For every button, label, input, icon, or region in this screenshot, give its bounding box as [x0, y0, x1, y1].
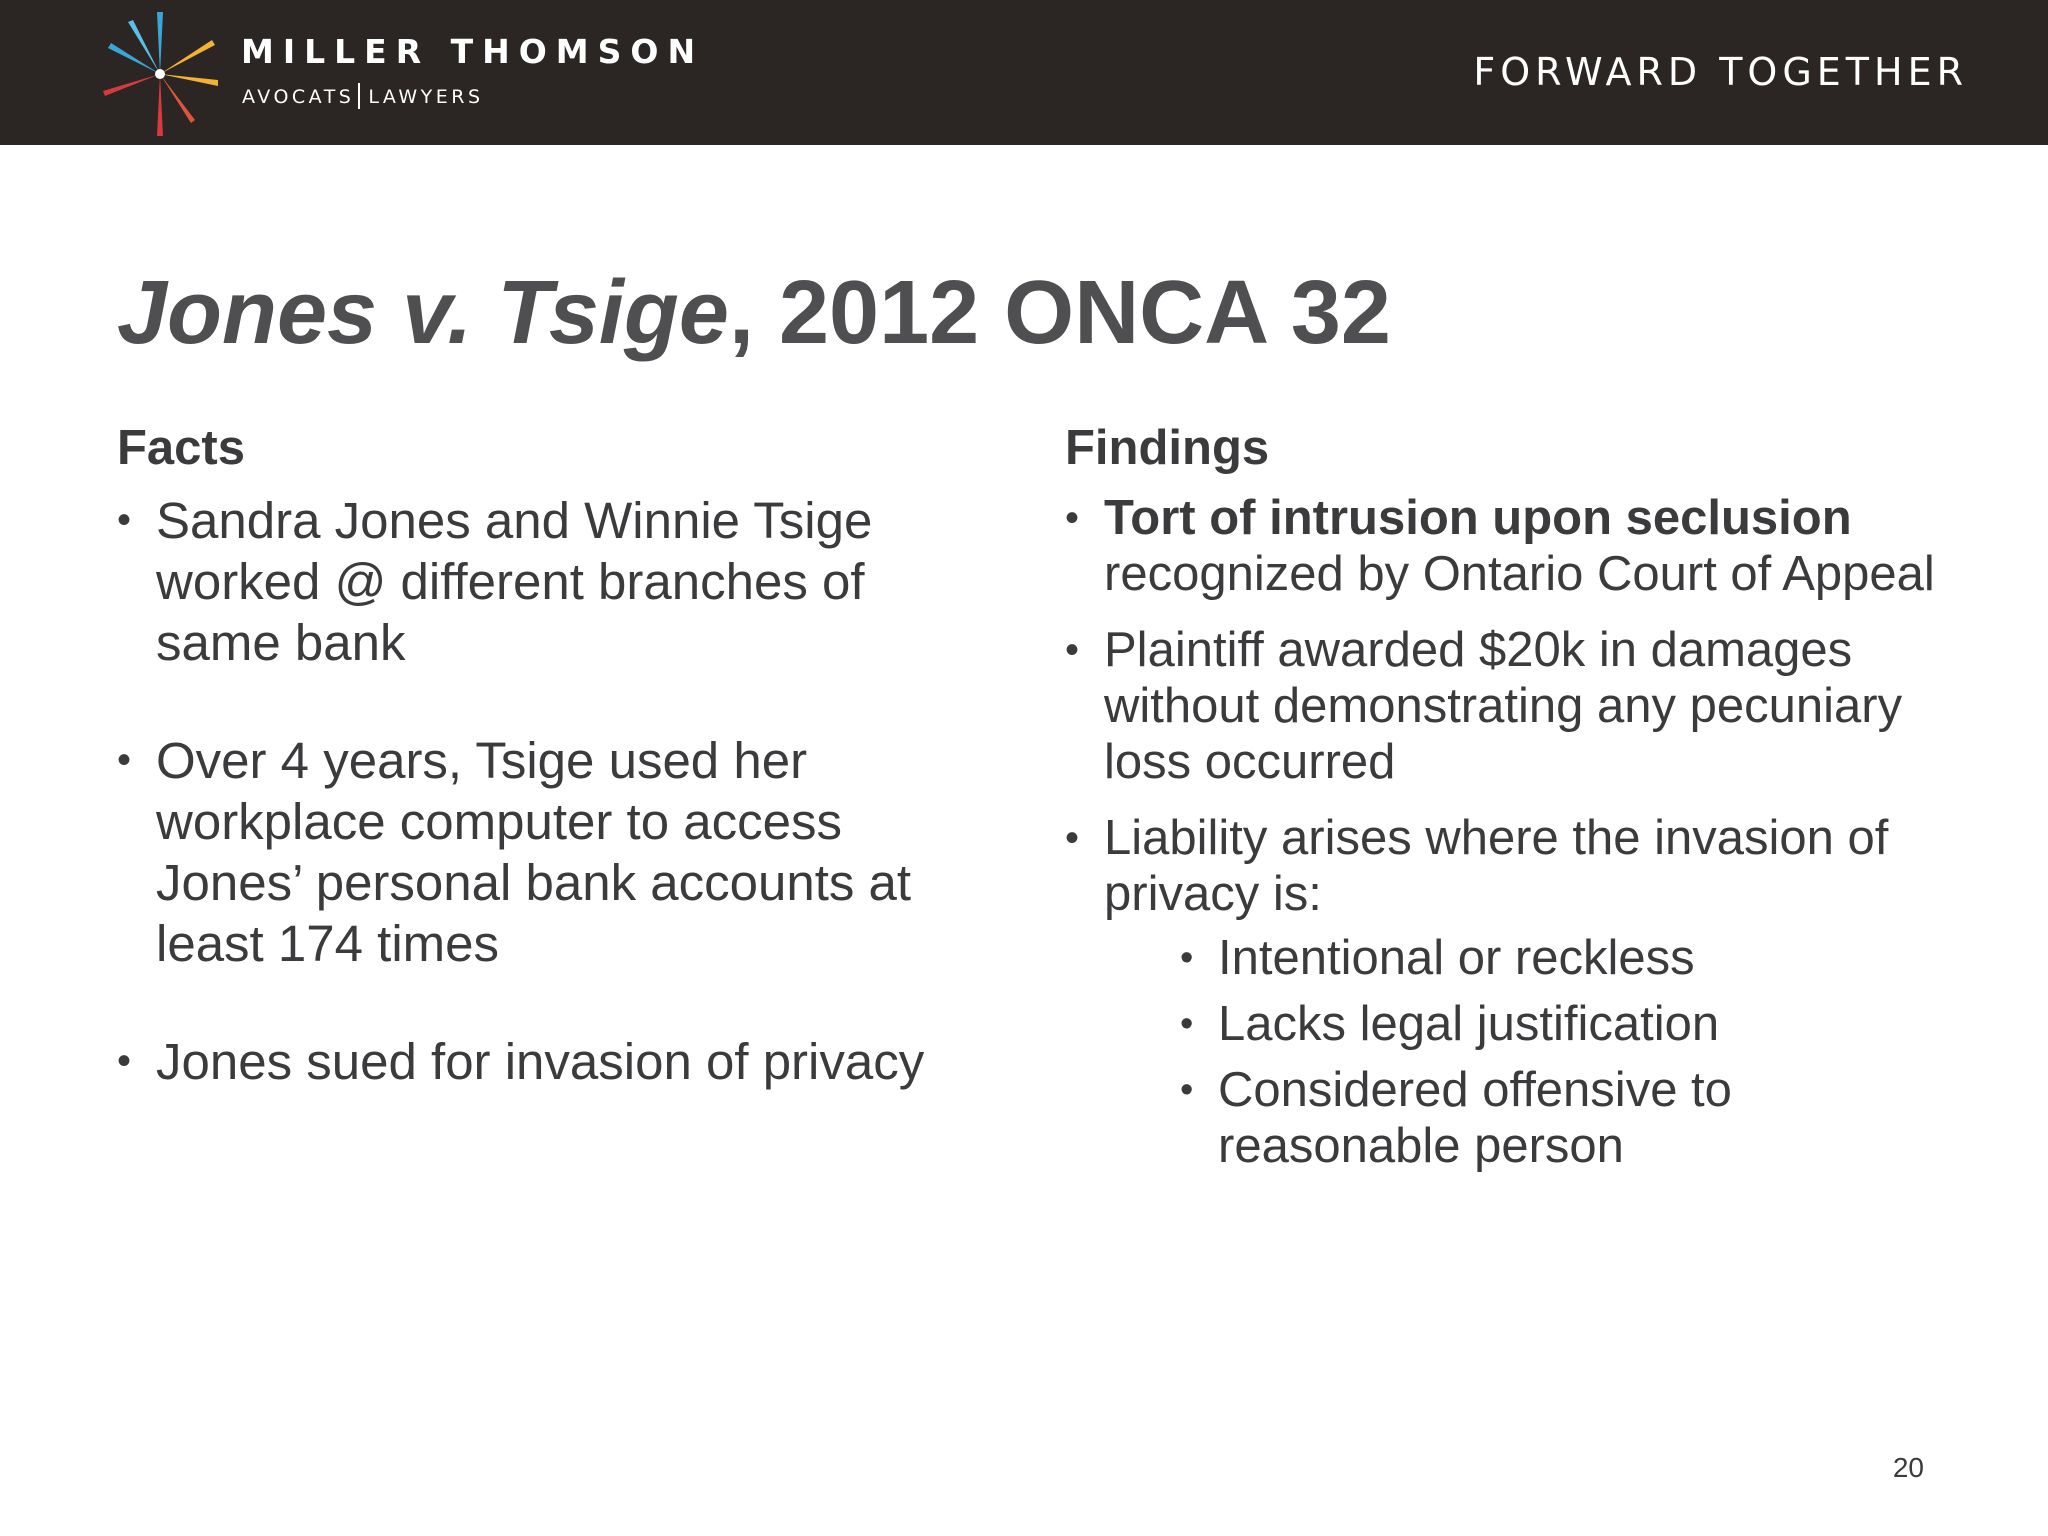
- findings-item: [1065, 490, 1965, 602]
- findings-item-bold: Tort of intrusion upon seclusion: [1104, 491, 1852, 545]
- case-name: Jones v. Tsige: [117, 263, 729, 363]
- findings-item: • Plaintiff awarded $20k in damages without demonstrating any pecuniary loss occurred: [1065, 622, 1965, 790]
- brand-divider: [358, 83, 360, 109]
- findings-list: [1065, 490, 1965, 1174]
- findings-subitem: • Intentional or reckless: [1180, 930, 1965, 986]
- facts-column: [117, 418, 957, 1149]
- starburst-logo-icon: [100, 10, 220, 138]
- facts-item: • Sandra Jones and Winnie Tsige worked @ different branches of same bank: [117, 490, 957, 673]
- facts-list: [117, 490, 957, 1092]
- findings-subitem: • Lacks legal justification: [1180, 996, 1965, 1052]
- findings-column: [1065, 418, 1965, 1194]
- brand-sub-french: AVOCATS: [242, 86, 355, 108]
- page-number: 20: [1892, 1452, 1924, 1483]
- brand-name: MILLER THOMSON: [241, 32, 705, 71]
- findings-item-text: recognized by Ontario Court of Appeal: [1104, 547, 1935, 601]
- case-citation: , 2012 ONCA 32: [728, 263, 1391, 363]
- findings-sublist: [1104, 930, 1965, 1174]
- tagline: FORWARD TOGETHER: [1473, 50, 1968, 94]
- findings-item-text: Liability arises where the invasion of privacy is:: [1104, 811, 1889, 921]
- findings-subitem: • Considered offensive to reasonable person: [1180, 1062, 1965, 1174]
- findings-item: [1065, 810, 1965, 1174]
- brand-subtitle: [242, 83, 484, 109]
- facts-item: • Over 4 years, Tsige used her workplace computer to access Jones’ personal bank accounts at least 174 times: [117, 730, 957, 974]
- facts-item: • Jones sued for invasion of privacy: [117, 1031, 957, 1092]
- findings-heading: Findings: [1065, 421, 1270, 475]
- brand-sub-english: LAWYERS: [368, 86, 484, 108]
- header-bar: [0, 0, 2048, 145]
- slide-title: [117, 258, 1391, 368]
- facts-heading: Facts: [117, 421, 246, 475]
